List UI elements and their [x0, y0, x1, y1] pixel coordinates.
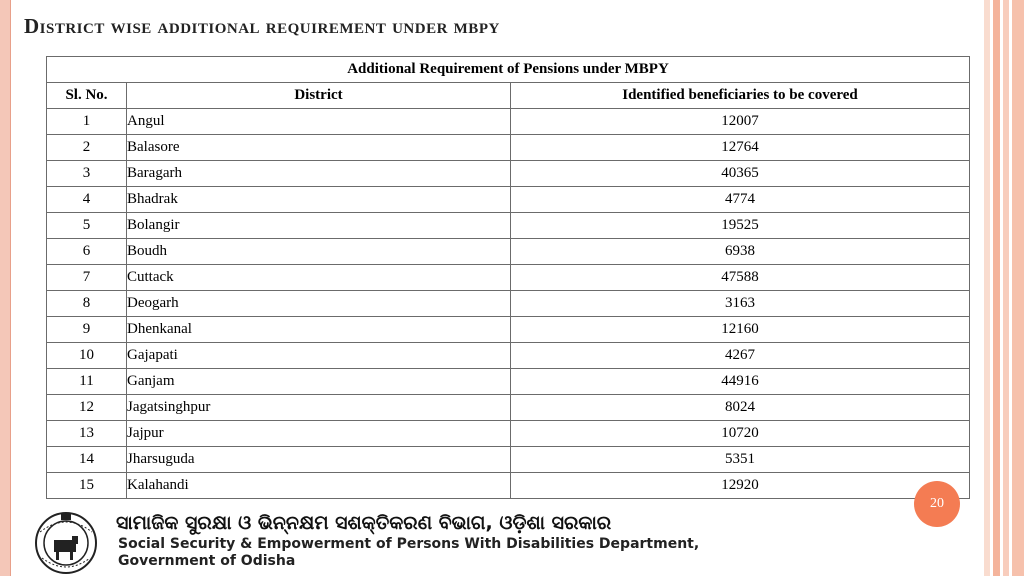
left-border [0, 0, 10, 576]
row-sl-no: 13 [47, 421, 127, 447]
row-beneficiaries: 3163 [511, 291, 970, 317]
table-row [47, 421, 970, 447]
row-district: Balasore [127, 135, 511, 161]
row-sl-no: 10 [47, 343, 127, 369]
table-row [47, 343, 970, 369]
row-sl-no: 15 [47, 473, 127, 499]
row-sl-no: 1 [47, 109, 127, 135]
row-sl-no: 3 [47, 161, 127, 187]
row-beneficiaries: 6938 [511, 239, 970, 265]
table-row [47, 317, 970, 343]
table-row [47, 109, 970, 135]
row-beneficiaries: 4267 [511, 343, 970, 369]
header-beneficiaries: Identified beneficiaries to be covered [511, 83, 970, 109]
row-district: Bolangir [127, 213, 511, 239]
row-sl-no: 4 [47, 187, 127, 213]
row-sl-no: 6 [47, 239, 127, 265]
row-beneficiaries: 40365 [511, 161, 970, 187]
table-row [47, 447, 970, 473]
row-district: Dhenkanal [127, 317, 511, 343]
row-district: Jajpur [127, 421, 511, 447]
row-district: Gajapati [127, 343, 511, 369]
row-sl-no: 11 [47, 369, 127, 395]
table-row [47, 187, 970, 213]
row-beneficiaries: 8024 [511, 395, 970, 421]
row-beneficiaries: 10720 [511, 421, 970, 447]
page-number-badge: 20 [914, 481, 960, 527]
row-sl-no: 7 [47, 265, 127, 291]
row-beneficiaries: 12160 [511, 317, 970, 343]
table-row [47, 135, 970, 161]
table-row [47, 291, 970, 317]
odisha-govt-seal-icon [32, 510, 104, 576]
row-district: Boudh [127, 239, 511, 265]
row-beneficiaries: 44916 [511, 369, 970, 395]
right-decorative-stripes [984, 0, 1024, 576]
table-row [47, 369, 970, 395]
left-border-line [10, 0, 11, 576]
row-district: Cuttack [127, 265, 511, 291]
row-district: Jharsuguda [127, 447, 511, 473]
row-beneficiaries: 19525 [511, 213, 970, 239]
row-district: Bhadrak [127, 187, 511, 213]
row-beneficiaries: 12764 [511, 135, 970, 161]
row-sl-no: 8 [47, 291, 127, 317]
row-sl-no: 14 [47, 447, 127, 473]
row-beneficiaries: 5351 [511, 447, 970, 473]
row-beneficiaries: 4774 [511, 187, 970, 213]
table-row [47, 213, 970, 239]
row-district: Angul [127, 109, 511, 135]
row-district: Deogarh [127, 291, 511, 317]
table-row [47, 161, 970, 187]
footer-department-line2: Government of Odisha [118, 553, 296, 569]
table-caption: Additional Requirement of Pensions under MBPY [47, 57, 970, 83]
row-district: Kalahandi [127, 473, 511, 499]
row-sl-no: 9 [47, 317, 127, 343]
row-sl-no: 12 [47, 395, 127, 421]
table-row [47, 265, 970, 291]
footer [28, 504, 748, 576]
row-district: Ganjam [127, 369, 511, 395]
header-sl-no: Sl. No. [47, 83, 127, 109]
footer-department-line1: Social Security & Empowerment of Persons With Disabilities Department, [118, 536, 700, 552]
header-district: District [127, 83, 511, 109]
footer-odia-title: ସାମାଜିକ ସୁରକ୍ଷା ଓ ଭିନ୍ନକ୍ଷମ ସଶକ୍ତିକରଣ ବିଭାଗ, ଓଡ଼ିଶା ସରକାର [116, 512, 612, 534]
table-row [47, 395, 970, 421]
row-beneficiaries: 47588 [511, 265, 970, 291]
table-row [47, 473, 970, 499]
row-district: Jagatsinghpur [127, 395, 511, 421]
row-beneficiaries: 12920 [511, 473, 970, 499]
table-row [47, 239, 970, 265]
pension-table [46, 56, 970, 499]
row-beneficiaries: 12007 [511, 109, 970, 135]
row-sl-no: 5 [47, 213, 127, 239]
row-sl-no: 2 [47, 135, 127, 161]
row-district: Baragarh [127, 161, 511, 187]
slide-title: District wise additional requirement under mbpy [24, 14, 500, 38]
